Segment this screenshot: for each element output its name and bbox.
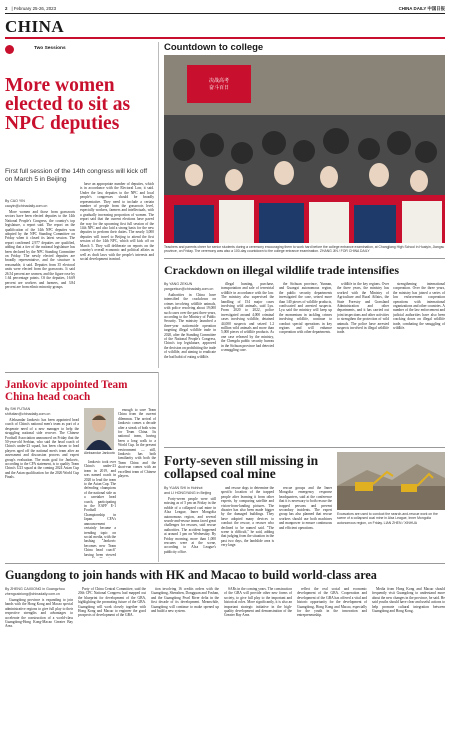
- countdown-photo: [164, 55, 445, 243]
- ceremony-banner: [187, 65, 251, 103]
- mine-col3-text: rescue groups and the Inner Mongolia emergency response headquarters, said at the conference that it is necessary to both rescue the trapped persons and prevent secondary incidents. The expert group has also planned that rescue workers should use both machines and manpower to ensure continuous and efficient operations.: [279, 486, 332, 530]
- gba-headline: Guangdong to join hands with HK and Macao to build world-class area: [5, 568, 377, 582]
- column-divider: [158, 42, 159, 368]
- mine-body-col2: [221, 486, 274, 559]
- coach-body-col3: [118, 408, 156, 558]
- wildlife-body-col5: [393, 282, 445, 443]
- section-divider: [164, 447, 445, 448]
- coach-col3-text: enough to save Team China from the current dilemmas. The arrival of Jankovic comes a decade after a streak of both wins for Team China. Its national team, having been a long walk to a World Cup. In the present environment — still, Jankovic has both familiarity with both the Team China and the short-run comes with an excellent team of Chinese players.: [118, 408, 156, 479]
- coach-byline: By SHI FUTIAN shifutian@chinadaily.com.cn: [5, 407, 51, 416]
- gba-body-col2: [78, 587, 146, 743]
- mine-byline: By YUAN SHI in Hohhot and LI HONGYANG in Beijing: [164, 486, 212, 495]
- wildlife-col5-text: strengthening international cooperation. Over the three years, the ministry has joined a series of law enforcement cooperation operations with international organizations and other countries. A number of the law enforcement and judicial authorities have also been cracking down on illegal wildlife trade, combating the smuggling of wildlife.: [393, 282, 445, 331]
- two-sessions-label: Two Sessions: [34, 46, 66, 51]
- section-rule: [5, 37, 445, 39]
- mine-col1-text: Forty-seven people were still missing as of 5 pm on Friday in the rubble of a collapsed coal mine in Alxa League, Inner Mongolia autonomous region, and several search-and-rescue teams faced great challenges for rescues, said rescue authorities. The accident happened at around 1 pm on Wednesday. By Friday morning, more than 1,000 rescuers were at the scene, according to Alxa League's publicity office.: [164, 497, 216, 554]
- wildlife-byline: By YANG ZEKUN yangzekun@chinadaily.com.cn: [164, 282, 214, 291]
- countdown-caption: Teachers and parents cheer for senior students during a ceremony encouraging them to work hard before the college entrance examination, at Changjiang High School in Huaiyin, Jiangsu province, on Friday. The ceremony was also a 100-day countdown to the college entrance examination. ZHANG JIN / FOR CHINA DAILY: [164, 245, 445, 254]
- coach-photo-caption: Aleksandar Jankovic: [84, 451, 116, 455]
- header-rule: [5, 13, 445, 14]
- ceremony-banner-text: 决战高考 奋斗百日: [208, 78, 229, 91]
- mine-photo: [337, 452, 445, 510]
- two-sessions-badge: [5, 45, 14, 54]
- coach-portrait-image: [84, 408, 114, 450]
- npc-col2-text: have an appropriate number of deputies, which is in accordance with the Electoral Law, it said. Under the law, deputies to the NPC and local people's congresses should be broadly representative. They need to include a certain number of people from the grassroots level, especially workers, farmers and intellectuals, with a gradually increasing proportion of women. The report said that the current elections have paved the way for the upcoming first full session of the 14th NPC and also laid a strong basis for the new deputies to perform their duties. The nearly 3,000 deputies will travel to Beijing to attend the first session of the 14th NPC, which will kick off on March 5. They will deliberate on reports on the country's overall economic and political affairs as well as draft laws with the people's interests and social development in mind.: [80, 182, 154, 261]
- section-divider: [164, 258, 445, 259]
- wildlife-body-col3: [279, 282, 332, 443]
- issue-date: | February 25-26, 2023: [11, 6, 57, 11]
- mine-photo-caption: Excavators are used to conduct the search-and-rescue work on the scene of a collapsed coal mine in Alxa League, Inner Mongolia autonomous region, on Friday. LIAN ZHEN / XINHUA: [337, 512, 438, 525]
- gba-col5-text: reflect the real social and economic development of the GBA. Cooperation and development of the GBA has offered a vital and historic opportunity for the development of Guangdong, Hong Kong and Macao, especially for the youth in the innovation and entrepreneurship.: [297, 587, 367, 618]
- coach-col1-text: Aleksandar Jankovic has been appointed head coach of China's national men's team as part of a desperate need of a new manager to help the struggling national side recover. The Chinese Football Association announced on Friday that the 50-year-old Serbian, who said the head coach of China's under-23 squad, has been chosen to lead players aged off the national men's team after an assessment and discussion process and expert group's evaluation. The main goal for Jankovic, according to the CFA statement, is to qualify Team China's U23 squad at the coming 2024 Asian Cup and the Asian qualification for the 2026 World Cup Finals.: [5, 418, 79, 480]
- npc-headline: More women elected to sit as NPC deputies: [5, 75, 131, 134]
- section-divider: [5, 563, 445, 564]
- mine-col2-text: and rescue dogs to determine the specific location of the trapped people after learning it from other experts, by comparing satellite and vision-from-landing pictures. The disaster has also been made bigger by the damaged buildings. They have adopted many devices to conduct the rescue, a rescuer who declined to be named said. "The scene is difficult," he said, adding that judging from the situation in the past two days, the landslide area is very large.: [221, 486, 274, 548]
- npc-body-col2: [80, 182, 154, 368]
- section-divider: [5, 372, 158, 373]
- two-sessions-logo-icon: [5, 45, 14, 54]
- wildlife-col2-text: illegal hunting, purchase, transportation and sale of terrestrial wildlife in accordance with the law. The ministry also supervised the handling of 154 major cases involving wild animals, said Lyu. From 2020 to 2022, police investigated around 4,000 criminal cases involving wildlife, detained 44,000 suspects and seized 1.2 million wild animals and more than 5,000 pieces of wildlife products. As one case released by the ministry, the Chengdu public security bureau in the Sichuan province had detected a smuggling case.: [221, 282, 274, 353]
- column-divider: [158, 372, 159, 562]
- wildlife-col4-text: wildlife in the key regions. Over the three years, the ministry has worked with the Ministry of Agriculture and Rural Affairs, the State Forestry and Grassland Administration and other departments, and it has carried out joint inspections and other activities to strengthen the protection of wild animals. The police have arrested suspects involved in illegal wildlife trade.: [337, 282, 389, 335]
- page-header: [5, 4, 445, 13]
- gba-col4-text: SARs in the coming years. The construction of the GBA will provide other new forms of society, to give full play to the important and historical roles. More significantly, it is also an important strategic initiative in the high-quality development and demonstration of the Greater Bay Area.: [224, 587, 292, 618]
- gba-body-col1: [5, 598, 73, 743]
- excavator-photo-image: [337, 452, 445, 510]
- wildlife-body-col4: [337, 282, 389, 443]
- gba-col1-text: Guangdong province is expanding to join hands with the Hong Kong and Macao special administrative regions to give full play to their respective strengths and advantages to accelerate the construction of a world-class Guangdong-Hong Kong-Macao Greater Bay Area.: [5, 598, 73, 629]
- wildlife-headline: Crackdown on illegal wildlife trade intensifies: [164, 263, 399, 277]
- npc-byline: By CAO YIN caoyin@chinadaily.com.cn: [5, 199, 48, 208]
- mine-body-col3: [279, 486, 332, 559]
- gba-col3-text: tion involving 16 credits orders with the Guangdong, Shenzhen, Dongguan and Foshan, and the Guangdong Pearl River delta in the first decade of its development. Meanwhile, Guangdong will continue to make opened up and build a new system.: [151, 587, 219, 614]
- gba-byline: By ZHENG CAIXIONG in Guangzhou zhengcaixiong@chinadaily.com.cn: [5, 587, 65, 596]
- countdown-kicker: Countdown to college: [164, 42, 264, 53]
- wildlife-body-col2: [221, 282, 274, 443]
- section-title: CHINA: [5, 17, 65, 36]
- npc-col1-text: More women and those from grassroots sectors have been elected deputies to the 14th National People's Congress, the country's top legislature, a report said. The report on the qualification of the 14th NPC deputies was adopted by the NPC Standing Committee on Friday when it closed its latest session. The report confirmed 2,977 deputies are qualified, adding that a tier of the national legislature has been declared by the NPC Standing Committee on Friday. The newly elected deputies are broadly representative, and the structure is reasonable, it said. Deputies from 35 electoral units were elected from the grassroots. It said 26.54 percent are women, and the figure rose by 1.64 percentage points. Of the deputies, 16.69 percent are workers and farmers, and 3.84 percent are from ethnic minority groups.: [5, 210, 75, 289]
- gba-body-col4: [224, 587, 292, 743]
- mine-headline: Forty-seven still missing in collapsed coal mine: [164, 453, 319, 481]
- gba-body-col5: [297, 587, 367, 743]
- gba-body-col3: [151, 587, 219, 743]
- npc-subhead: First full session of the 14th congress will kick off on March 5 in Beijing: [5, 168, 148, 183]
- npc-body-col1: [5, 210, 75, 368]
- coach-col2-text: Jankovic took over China's under-23 team in 2019, and was named coach in 2020 to lead the team to the Asian Cup. The defending champions of the national side as a caretaker head coach, participating in the EAFF E-1 Football Championship in Japan. CFA's announcement certainly became a trending topic on social media, with the hashtag "Jankovic becomes new Team China head coach" having been viewed: [84, 460, 116, 557]
- gba-col2-text: Party of China Central Committee, said the 20th CPC National Congress had mapped out the blueprint for development of the GBA, highlighting the promoting future of the GBA. Guangdong will work closely together with Hong Kong and Macao to engineer the good prospects of development of the GBA.: [78, 587, 146, 618]
- coach-photo: [84, 408, 114, 450]
- gba-body-col6: [372, 587, 445, 743]
- coach-body-col1: [5, 418, 79, 558]
- publication-name: CHINA DAILY 中国日报: [398, 5, 445, 11]
- wildlife-body-col1: [164, 293, 216, 443]
- wildlife-col1-text: Authorities in China have intensified the crackdown on crimes involving wildlife animals, with police resolving about 19,000 such cases over the past three years, according to the Ministry of Public Security. The ministry launched a three-year nationwide operation targeting illegal wildlife trade in 2020, after the Standing Committee of the National People's Congress, China's top legislature, approved the decision on prohibiting the trade of wildlife, and aiming to eradicate the bad habit of eating wildlife.: [164, 293, 216, 359]
- coach-body-col2: [84, 460, 116, 558]
- coach-headline: Jankovic appointed Team China head coach: [5, 379, 128, 403]
- gba-col6-text: Media from Hong Kong and Macao should frequently visit Guangdong to understand more about the new changes in the province, he said. He said youths should have clear and useful actions to help promote cultural integration between Guangdong and Hong Kong.: [372, 587, 445, 614]
- wildlife-col3-text: the Sichuan province, Yunnan, and Guangxi autonomous region, the public security departments investigated the case, seized more than 140 pieces of wildlife products, confiscated and arrested suspects. Lyu said the ministry will keep up the momentum in tackling crimes involving wildlife, continue to conduct special operations in key regions and will enhance cooperation with other departments.: [279, 282, 332, 335]
- page-number: 2: [5, 6, 8, 11]
- mine-body-col1: [164, 497, 216, 559]
